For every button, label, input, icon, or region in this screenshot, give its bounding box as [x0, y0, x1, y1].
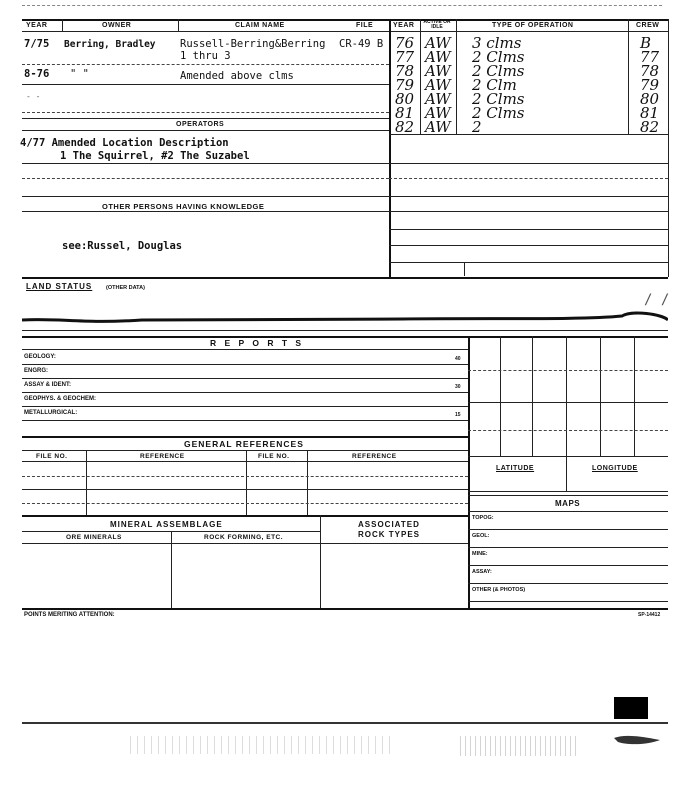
- row-rule: [22, 503, 468, 504]
- grid-rule: [468, 495, 668, 496]
- grid-rule: [600, 336, 601, 456]
- row-rule: [389, 229, 668, 230]
- row-rule: [389, 163, 668, 164]
- latitude-label: LATITUDE: [496, 465, 535, 472]
- row-rule: [22, 163, 389, 164]
- report-row-rule: [22, 378, 468, 379]
- owner-row-1-owner: Berring, Bradley: [64, 39, 156, 50]
- operation-row-crew: B: [640, 34, 652, 52]
- operation-row-type: 2 Clms: [472, 48, 525, 66]
- operation-row-crew: 81: [640, 104, 660, 122]
- map-row-rule: [468, 529, 668, 530]
- report-row-label: ASSAY & IDENT:: [24, 382, 72, 388]
- operation-row-status: AW: [425, 118, 451, 136]
- map-row-label: TOPOG:: [472, 515, 494, 521]
- grid-rule: [468, 370, 668, 371]
- ref-col-reference-2: REFERENCE: [352, 453, 397, 460]
- mid-divider: [389, 19, 391, 277]
- operation-row-year: 82: [395, 118, 415, 136]
- grid-rule: [468, 402, 668, 403]
- other-persons-value: see:Russel, Douglas: [62, 240, 183, 252]
- section-rule: [22, 330, 668, 331]
- row-rule: [389, 134, 668, 135]
- map-row-rule: [468, 565, 668, 566]
- grid-rule: [468, 430, 668, 431]
- section-rule: [22, 277, 668, 279]
- dash-mark: - -: [26, 92, 41, 101]
- report-row-rule: [22, 392, 468, 393]
- general-references-title: GENERAL REFERENCES: [184, 439, 304, 449]
- row-rule: [389, 178, 668, 179]
- section-rule: [22, 515, 468, 517]
- operation-row-year: 80: [395, 90, 415, 108]
- row-rule: [22, 84, 389, 85]
- row-rule: [22, 489, 468, 490]
- row-rule: [22, 450, 468, 451]
- operation-row-year: 78: [395, 62, 415, 80]
- rock-forming-label: ROCK FORMING, ETC.: [204, 534, 284, 541]
- map-row-label: OTHER (& PHOTOS): [472, 587, 526, 593]
- section-rule: [22, 436, 468, 438]
- grid-rule: [532, 336, 533, 456]
- operators-line-2: 1 The Squirrel, #2 The Suzabel: [60, 150, 250, 162]
- row-rule: [389, 211, 668, 212]
- col-rule: [464, 262, 465, 276]
- col-rule: [456, 19, 457, 134]
- header-file: FILE: [356, 22, 374, 29]
- map-row-rule: [468, 583, 668, 584]
- owner-row-1-claim: Russell-Berring&Berring: [180, 38, 326, 50]
- operation-row-type: 2 Clms: [472, 104, 525, 122]
- col-rule: [246, 450, 247, 515]
- operation-row-year: 81: [395, 104, 415, 122]
- section-rule: [22, 608, 668, 610]
- section-rule: [22, 336, 668, 338]
- row-rule: [22, 543, 468, 544]
- form-number: SP-14412: [638, 612, 661, 618]
- map-row-label: GEOL:: [472, 533, 490, 539]
- operation-row-status: AW: [425, 48, 451, 66]
- header-crew: CREW: [636, 22, 660, 29]
- slash-mark: / /: [644, 292, 670, 308]
- ref-col-file-no-2: FILE NO.: [258, 453, 290, 460]
- row-rule: [389, 245, 668, 246]
- ref-col-file-no-1: FILE NO.: [36, 453, 68, 460]
- grid-rule: [566, 336, 567, 491]
- col-rule: [628, 19, 629, 134]
- col-rule: [171, 531, 172, 608]
- grid-rule: [468, 511, 668, 512]
- scan-noise: [130, 736, 390, 754]
- maps-title: MAPS: [555, 499, 581, 508]
- operation-row-type: 2 Clms: [472, 62, 525, 80]
- ore-minerals-label: ORE MINERALS: [66, 534, 122, 541]
- report-row-rule: [22, 406, 468, 407]
- operation-row-status: AW: [425, 62, 451, 80]
- operation-row-year: 79: [395, 76, 415, 94]
- col-rule: [62, 19, 63, 31]
- grid-rule: [468, 491, 668, 492]
- ref-col-reference-1: REFERENCE: [140, 453, 185, 460]
- map-row-rule: [468, 601, 668, 602]
- scan-noise: [460, 736, 580, 756]
- report-row-label: GEOLOGY:: [24, 354, 56, 360]
- owner-row-2-year: 8-76: [24, 68, 50, 80]
- col-rule: [307, 450, 308, 515]
- row-rule: [22, 130, 389, 131]
- owner-row-1-claim-2: 1 thru 3: [180, 50, 231, 62]
- owner-row-1-year: 7/75: [24, 38, 50, 50]
- header-owner: OWNER: [102, 22, 132, 29]
- operation-row-year: 76: [395, 34, 415, 52]
- grid-rule: [468, 456, 668, 457]
- mineral-assemblage-title: MINERAL ASSEMBLAGE: [110, 520, 223, 529]
- header-bottom-rule: [22, 31, 668, 32]
- report-row-rule: [22, 420, 468, 421]
- header-type-of-operation: TYPE OF OPERATION: [492, 22, 574, 29]
- associated-title: ASSOCIATED: [358, 520, 420, 529]
- grid-rule: [500, 336, 501, 456]
- header-year: YEAR: [26, 22, 48, 29]
- owner-row-2-claim: Amended above clms: [180, 70, 294, 82]
- row-rule: [22, 118, 389, 119]
- operation-row-status: AW: [425, 90, 451, 108]
- operation-row-crew: 78: [640, 62, 660, 80]
- operators-line-1: 4/77 Amended Location Description: [20, 137, 229, 149]
- row-rule: [22, 461, 468, 462]
- row-rule: [22, 178, 389, 179]
- header-active-or-idle: ACTIVE OR IDLE: [423, 19, 451, 30]
- operation-row-status: AW: [425, 76, 451, 94]
- land-status-title: LAND STATUS: [26, 282, 93, 291]
- report-row-number: 15: [455, 412, 461, 418]
- col-rule: [86, 450, 87, 515]
- operation-row-year: 77: [395, 48, 415, 66]
- row-rule: [389, 262, 668, 263]
- map-row-label: MINE:: [472, 551, 488, 557]
- operation-row-crew: 79: [640, 76, 660, 94]
- rock-types-title: ROCK TYPES: [358, 530, 421, 539]
- bottom-rule: [22, 722, 668, 724]
- row-rule: [22, 349, 468, 350]
- report-row-label: ENGRG:: [24, 368, 48, 374]
- header-year-2: YEAR: [393, 22, 415, 29]
- operation-row-crew: 80: [640, 90, 660, 108]
- right-panel-divider: [468, 336, 470, 608]
- operation-row-type: 2 Clms: [472, 90, 525, 108]
- scan-smudge: [22, 308, 668, 328]
- grid-rule: [634, 336, 635, 456]
- report-row-label: GEOPHYS. & GEOCHEM:: [24, 396, 97, 402]
- other-persons-title: OTHER PERSONS HAVING KNOWLEDGE: [102, 202, 265, 211]
- right-border: [668, 19, 669, 277]
- report-row-number: 30: [455, 384, 461, 390]
- report-row-rule: [22, 364, 468, 365]
- owner-row-2-owner: " ": [70, 68, 89, 80]
- operation-row-crew: 82: [640, 118, 660, 136]
- operation-row-type: 3 clms: [472, 34, 522, 52]
- header-claim-name: CLAIM NAME: [235, 22, 285, 29]
- report-row-label: METALLURGICAL:: [24, 410, 78, 416]
- operation-row-status: AW: [425, 104, 451, 122]
- operation-row-status: AW: [425, 34, 451, 52]
- operation-row-type: 2 Clm: [472, 76, 517, 94]
- header-rule: [22, 19, 668, 21]
- land-status-sub: (OTHER DATA): [106, 285, 145, 291]
- col-rule: [420, 19, 421, 134]
- operation-row-type: 2: [472, 118, 482, 136]
- reports-title: R E P O R T S: [210, 338, 305, 348]
- map-row-label: ASSAY:: [472, 569, 492, 575]
- row-rule: [22, 476, 468, 477]
- row-rule: [389, 196, 668, 197]
- col-rule: [178, 19, 179, 31]
- top-edge: [22, 5, 662, 6]
- black-tab-mark: [614, 697, 648, 719]
- map-row-rule: [468, 547, 668, 548]
- longitude-label: LONGITUDE: [592, 465, 638, 472]
- row-rule: [22, 112, 389, 113]
- scan-blot: [610, 728, 668, 750]
- report-row-number: 40: [455, 356, 461, 362]
- operators-title: OPERATORS: [176, 121, 225, 128]
- points-meriting-attention: POINTS MERITING ATTENTION:: [24, 612, 115, 618]
- row-rule: [22, 196, 389, 197]
- row-rule: [22, 64, 389, 65]
- owner-row-1-file: CR-49 B: [339, 38, 384, 50]
- operation-row-crew: 77: [640, 48, 660, 66]
- row-rule: [22, 211, 389, 212]
- col-rule: [320, 515, 321, 608]
